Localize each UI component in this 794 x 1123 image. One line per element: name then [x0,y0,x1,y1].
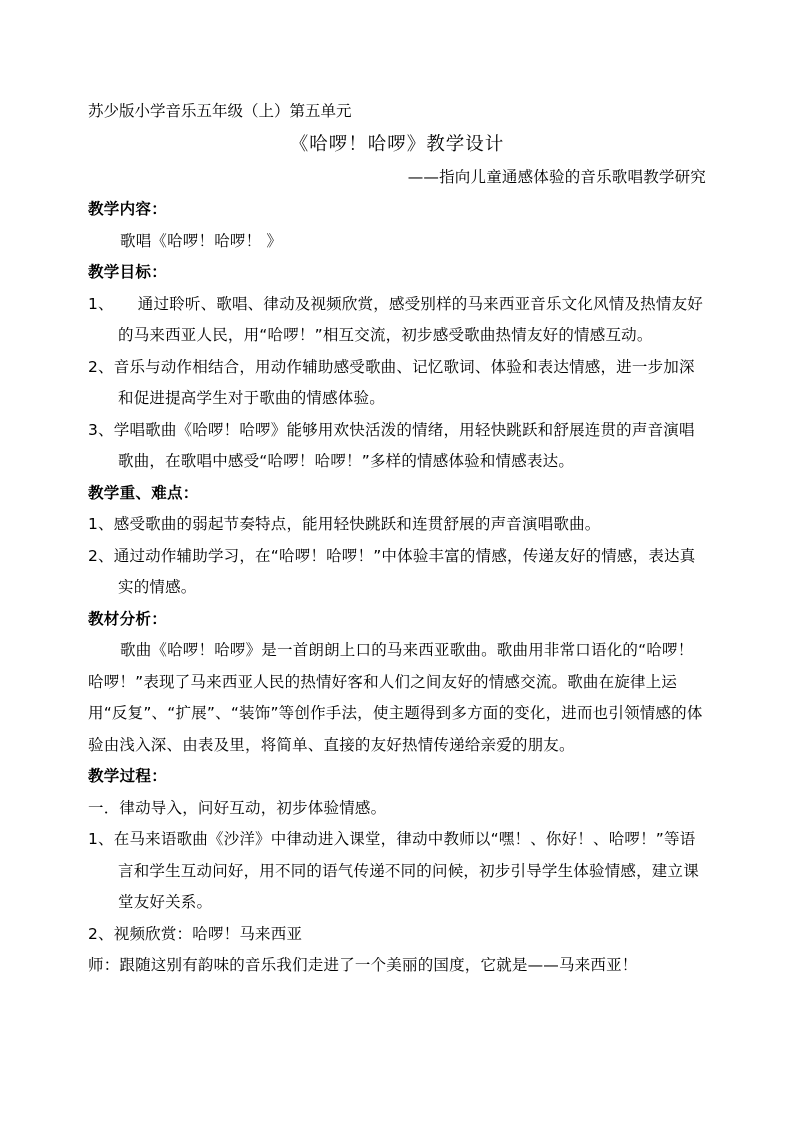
objective-item-1-text: 通过聆听、歌唱、律动及视频欣赏，感受别样的马来西亚音乐文化风情及热情友好的马来西亚人民，用“哈啰！”相互交流，初步感受歌曲热情友好的情感互动。 [118,294,703,344]
objective-item-1-number: 1、 [88,294,114,313]
teaching-content-body: 歌唱《哈啰！哈啰！ 》 [120,231,283,250]
objective-item-2: 2、音乐与动作相结合，用动作辅助感受歌曲、记忆歌词、体验和表达情感，进一步加深和促进提高学生对于歌曲的情感体验。 [88,357,695,407]
document-subtitle: ——指向儿童通感体验的音乐歌唱教学研究 [407,168,706,186]
heading-teaching-content: 教学内容： [88,200,168,218]
material-analysis-body: 歌曲《哈啰！哈啰》是一首朗朗上口的马来西亚歌曲。歌曲用非常口语化的“哈啰！哈啰！”表现了马来西亚人民的热情好客和人们之间友好的情感交流。歌曲在旋律上运用“反复”、“扩展”、“装饰”等创作手法，使主题得到多方面的变化，进而也引领情感的体验由浅入深、由表及里，将简单、直接的友好热情传递给亲爱的朋友。 [88,641,703,754]
key-point-item-2: 2、通过动作辅助学习，在“哈啰！哈啰！”中体验丰富的情感，传递友好的情感，表达真实的情感。 [88,546,696,596]
process-item-1: 1、在马来语歌曲《沙洋》中律动进入课堂，律动中教师以“嘿！、你好！、哈啰！”等语言和学生互动问好，用不同的语气传递不同的问候，初步引导学生体验情感，建立课堂友好关系。 [88,830,699,911]
process-item-3-teacher-line: 师：跟随这别有韵味的音乐我们走进了一个美丽的国度，它就是——马来西亚！ [88,956,638,974]
key-point-item-1: 1、感受歌曲的弱起节奏特点，能用轻快跳跃和连贯舒展的声音演唱歌曲。 [88,515,601,533]
process-step-1-title: 一．律动导入，问好互动，初步体验情感。 [88,798,387,817]
document-title: 《哈啰！哈啰》教学设计 [289,134,505,155]
document-body [88,96,706,982]
heading-teaching-objectives: 教学目标： [88,263,168,281]
heading-key-points: 教学重、难点： [88,483,199,502]
heading-teaching-process: 教学过程： [88,767,168,785]
heading-material-analysis: 教材分析： [88,609,168,628]
process-item-2: 2、视频欣赏：哈啰！马来西亚 [88,924,303,943]
objective-item-3: 3、学唱歌曲《哈啰！哈啰》能够用欢快活泼的情绪，用轻快跳跃和舒展连贯的声音演唱歌曲，在歌唱中感受“哈啰！哈啰！”多样的情感体验和情感表达。 [88,420,695,470]
objective-item-1 [88,289,706,352]
course-line: 苏少版小学音乐五年级（上）第五单元 [88,102,352,120]
